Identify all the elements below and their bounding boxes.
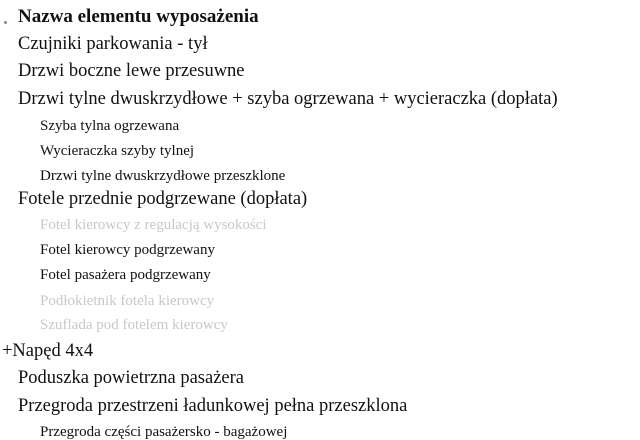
- list-item: Fotele przednie podgrzewane (dopłata): [18, 189, 308, 209]
- list-subitem-faded: Szuflada pod fotelem kierowcy: [40, 317, 228, 333]
- list-item: Drzwi tylne dwuskrzydłowe + szyba ogrzewana + wycieraczka (dopłata): [18, 89, 558, 109]
- list-item: Przegroda przestrzeni ładunkowej pełna przeszklona: [18, 396, 408, 416]
- list-subitem: Przegroda części pasażersko - bagażowej: [40, 424, 288, 440]
- list-subitem: Fotel kierowcy podgrzewany: [40, 242, 215, 258]
- list-subitem: Fotel pasażera podgrzewany: [40, 267, 211, 283]
- bullet-marker: [4, 21, 7, 24]
- list-subitem-faded: Podłokietnik fotela kierowcy: [40, 293, 215, 309]
- list-item: Czujniki parkowania - tył: [18, 34, 208, 54]
- list-heading: Nazwa elementu wyposażenia: [18, 6, 259, 27]
- list-subitem-faded: Fotel kierowcy z regulacją wysokości: [40, 217, 267, 233]
- list-subitem: Wycieraczka szyby tylnej: [40, 143, 195, 159]
- list-item: Poduszka powietrzna pasażera: [18, 368, 245, 388]
- list-subitem: Szyba tylna ogrzewana: [40, 118, 180, 134]
- list-item: Drzwi boczne lewe przesuwne: [18, 61, 245, 81]
- list-subitem: Drzwi tylne dwuskrzydłowe przeszklone: [40, 168, 286, 184]
- list-item: +Napęd 4x4: [2, 341, 94, 361]
